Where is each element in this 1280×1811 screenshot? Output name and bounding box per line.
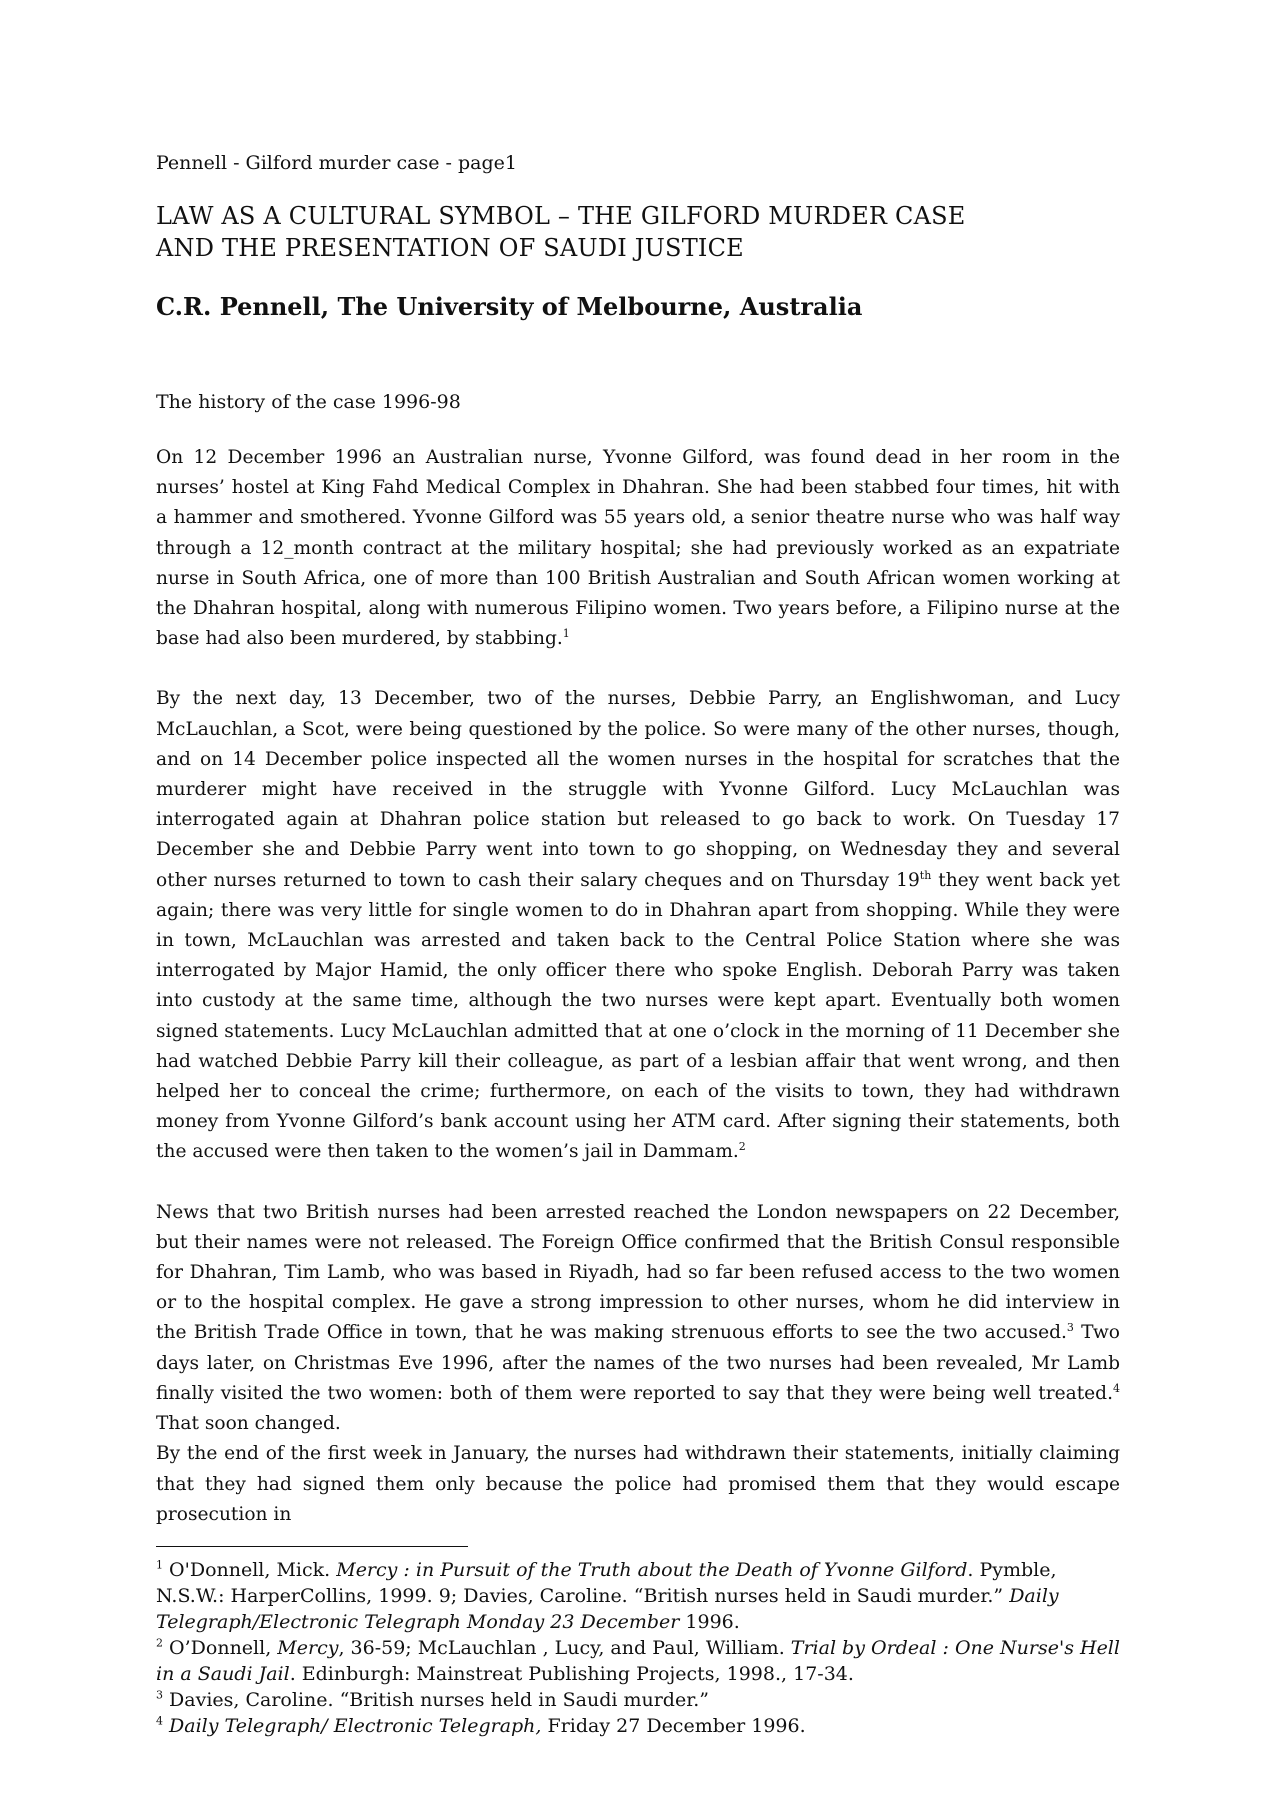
ordinal-suffix: th [919,868,932,882]
title-line-1: LAW AS A CULTURAL SYMBOL – THE GILFORD MURDER CASE [156,202,966,230]
footnote-2-text-2: , 36-59; McLauchlan , Lucy, and Paul, William. [338,1636,791,1659]
footnote-1-number: 1 [156,1558,163,1572]
footnote-2-text: O’Donnell, [163,1636,278,1659]
paragraph-1-text: On 12 December 1996 an Australian nurse, Yvonne Gilford, was found dead in her room in the nurses’ hostel at King Fahd Medical Complex in Dhahran. She had been stabbed four times, hit with a hammer and smothered. Yvonne Gilford was 55 years old, a senior theatre nurse who was half way through a 12_month contract at the military hospital; she had previously worked as an expatriate nurse in South Africa, one of more than 100 British Australian and South African women working at the Dhahran hospital, along with numerous Filipino women. Two years before, a Filipino nurse at the base had also been murdered, by stabbing. [156,447,1120,650]
footnote-3-number: 3 [156,1688,163,1702]
footnote-divider [156,1546,468,1547]
section-heading: The history of the case 1996-98 [156,391,461,413]
running-head: Pennell - Gilford murder case - page1 [156,152,517,174]
footnote-1-text-2: . Pymble, N.S.W.: HarperCollins, 1999. 9; Davies, Caroline. “British nurses held in Saudi murder.” [156,1558,1057,1607]
footnote-ref-1[interactable]: 1 [562,627,570,641]
footnote-2-book-title: Trial by Ordeal : One Nurse's Hell in a Saudi Jail [156,1636,1120,1685]
paragraph-3 [156,1198,1120,1440]
paragraph-1 [156,443,1120,654]
footnote-ref-3[interactable]: 3 [1066,1321,1074,1335]
paragraph-2-text-a: By the next day, 13 December, two of the nurses, Debbie Parry, an Englishwoman, and Lucy McLauchlan, a Scot, were being questioned by the police. So were many of the other nurses, though, and on 14 December police inspected all the women nurses in the hospital for scratches that the murderer might have received in the struggle with Yvonne Gilford. Lucy McLauchlan was interrogated again at Dhahran police station but released to go back to work. On Tuesday 17 December she and Debbie Parry went into town to go shopping, on Wednesday they and several other nurses returned to town to cash their salary cheques and on Thursday 19 [156,688,1120,891]
footnote-2-text-3: . Edinburgh: Mainstreat Publishing Projects, 1998., 17-34. [289,1662,854,1685]
footnote-1-text-3: 1996. [679,1610,740,1633]
paragraph-3-text-c: That soon changed. [156,1413,341,1435]
paragraph-4-text: By the end of the first week in January, the nurses had withdrawn their statements, initially claiming that they had signed them only because the police had promised them that they would escape prosecution in [156,1443,1120,1525]
footnote-1-text: O'Donnell, Mick. [163,1558,337,1581]
paragraph-2-text-b: they went back yet again; there was very little for single women to do in Dhahran apart from shopping. While they were in town, McLauchlan was arrested and taken back to the Central Police Station where she was interrogated by Major Hamid, the only officer there who spoke English. Deborah Parry was taken into custody at the same time, although the two nurses were kept apart. Eventually both women signed statements. Lucy McLauchlan admitted that at one o’clock in the morning of 11 December she had watched Debbie Parry kill their colleague, as part of a lesbian affair that went wrong, and then helped her to conceal the crime; furthermore, on each of the visits to town, they had withdrawn money from Yvonne Gilford’s bank account using her ATM card. After signing their statements, both the accused were then taken to the women’s jail in Dammam. [156,869,1120,1163]
footnote-2-number: 2 [156,1636,163,1650]
footnote-1-book-title: Mercy : in Pursuit of the Truth about the Death of Yvonne Gilford [336,1558,968,1581]
footnote-4-number: 4 [156,1714,163,1728]
paragraph-3-text-a: News that two British nurses had been arrested reached the London newspapers on 22 December, but their names were not released. The Foreign Office confirmed that the British Consul responsible for Dhahran, Tim Lamb, who was based in Riyadh, had so far been refused access to the two women or to the hospital complex. He gave a strong impression to other nurses, whom he did interview in the British Trade Office in town, that he was making strenuous efforts to see the two accused. [156,1201,1120,1344]
footnote-2 [156,1635,1120,1687]
footnote-ref-4[interactable]: 4 [1113,1381,1120,1395]
page-title [156,200,1120,264]
footnote-1-newspaper: Daily Telegraph/Electronic Telegraph Monday 23 December [156,1584,1059,1633]
title-line-2: AND THE PRESENTATION OF SAUDI JUSTICE [156,234,744,262]
footnote-3 [156,1687,1120,1713]
paragraph-2 [156,684,1120,1167]
footnote-4 [156,1713,1120,1739]
footnote-4-text: Friday 27 December 1996. [541,1714,806,1737]
footnote-3-text: Davies, Caroline. “British nurses held in Saudi murder.” [163,1688,709,1711]
footnote-2-short-title: Mercy [277,1636,339,1659]
footnote-1 [156,1557,1120,1635]
footnote-4-newspaper: Daily Telegraph/ Electronic Telegraph, [163,1714,542,1737]
paragraph-3-text-b: Two days later, on Christmas Eve 1996, after the names of the two nurses had been revealed, Mr Lamb finally visited the two women: both of them were reported to say that they were being well treated. [156,1322,1120,1404]
footnote-ref-2[interactable]: 2 [738,1140,746,1154]
paragraph-4 [156,1439,1120,1530]
author-line: C.R. Pennell, The University of Melbourne, Australia [156,292,863,321]
